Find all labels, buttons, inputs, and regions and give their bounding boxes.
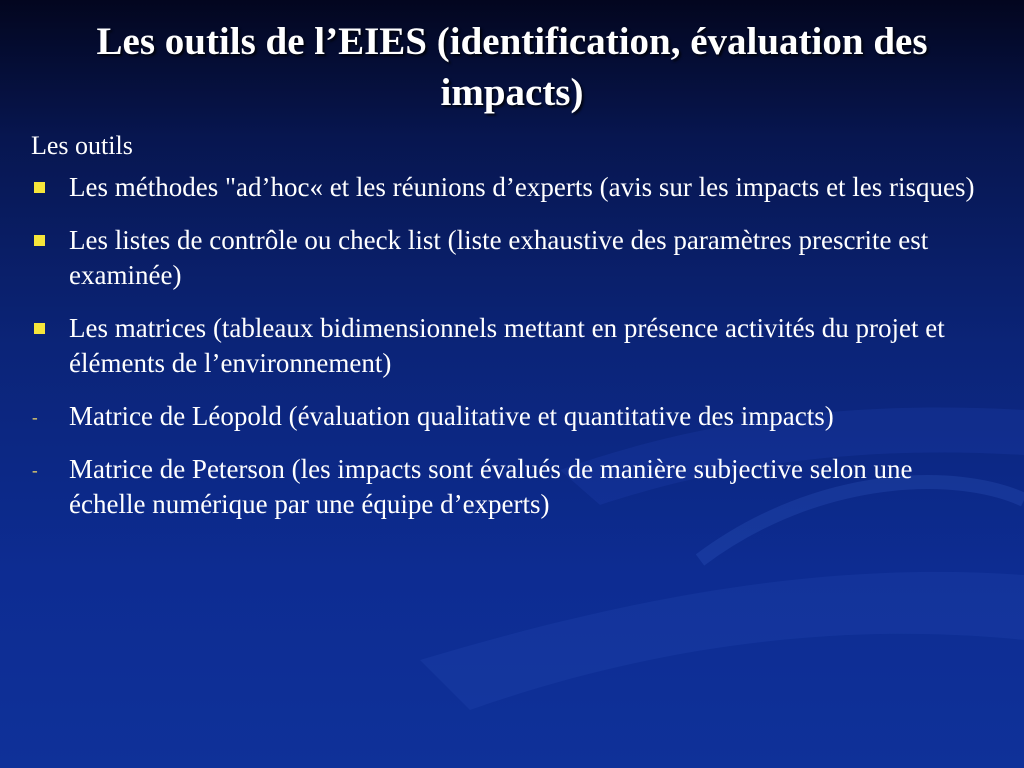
bullet-text: Les matrices (tableaux bidimensionnels mettant en présence activités du projet et éléments de l’environnement) bbox=[69, 313, 945, 378]
bullet-text: Matrice de Léopold (évaluation qualitative et quantitative des impacts) bbox=[69, 401, 834, 431]
bullet-item bbox=[30, 223, 990, 293]
bullet-item bbox=[30, 399, 990, 434]
bullet-item bbox=[30, 311, 990, 381]
bullet-list bbox=[30, 170, 990, 540]
yellow-square-bullet-icon bbox=[34, 323, 45, 334]
bullet-text: Les méthodes "ad’hoc« et les réunions d’experts (avis sur les impacts et les risques) bbox=[69, 172, 975, 202]
bullet-item bbox=[30, 452, 990, 522]
bullet-text: Matrice de Peterson (les impacts sont évalués de manière subjective selon une échelle numérique par une équipe d’experts) bbox=[69, 454, 913, 519]
section-subtitle: Les outils bbox=[31, 131, 133, 160]
bullet-text: Les listes de contrôle ou check list (liste exhaustive des paramètres prescrite est examinée) bbox=[69, 225, 929, 290]
yellow-square-bullet-icon bbox=[34, 182, 45, 193]
swirl-band-lower bbox=[420, 572, 1024, 710]
dash-bullet-icon: - bbox=[32, 408, 38, 427]
dash-bullet-icon: - bbox=[32, 461, 38, 480]
bullet-item bbox=[30, 170, 990, 205]
yellow-square-bullet-icon bbox=[34, 235, 45, 246]
slide-title: Les outils de l’EIES (identification, évaluation des impacts) bbox=[96, 20, 928, 114]
